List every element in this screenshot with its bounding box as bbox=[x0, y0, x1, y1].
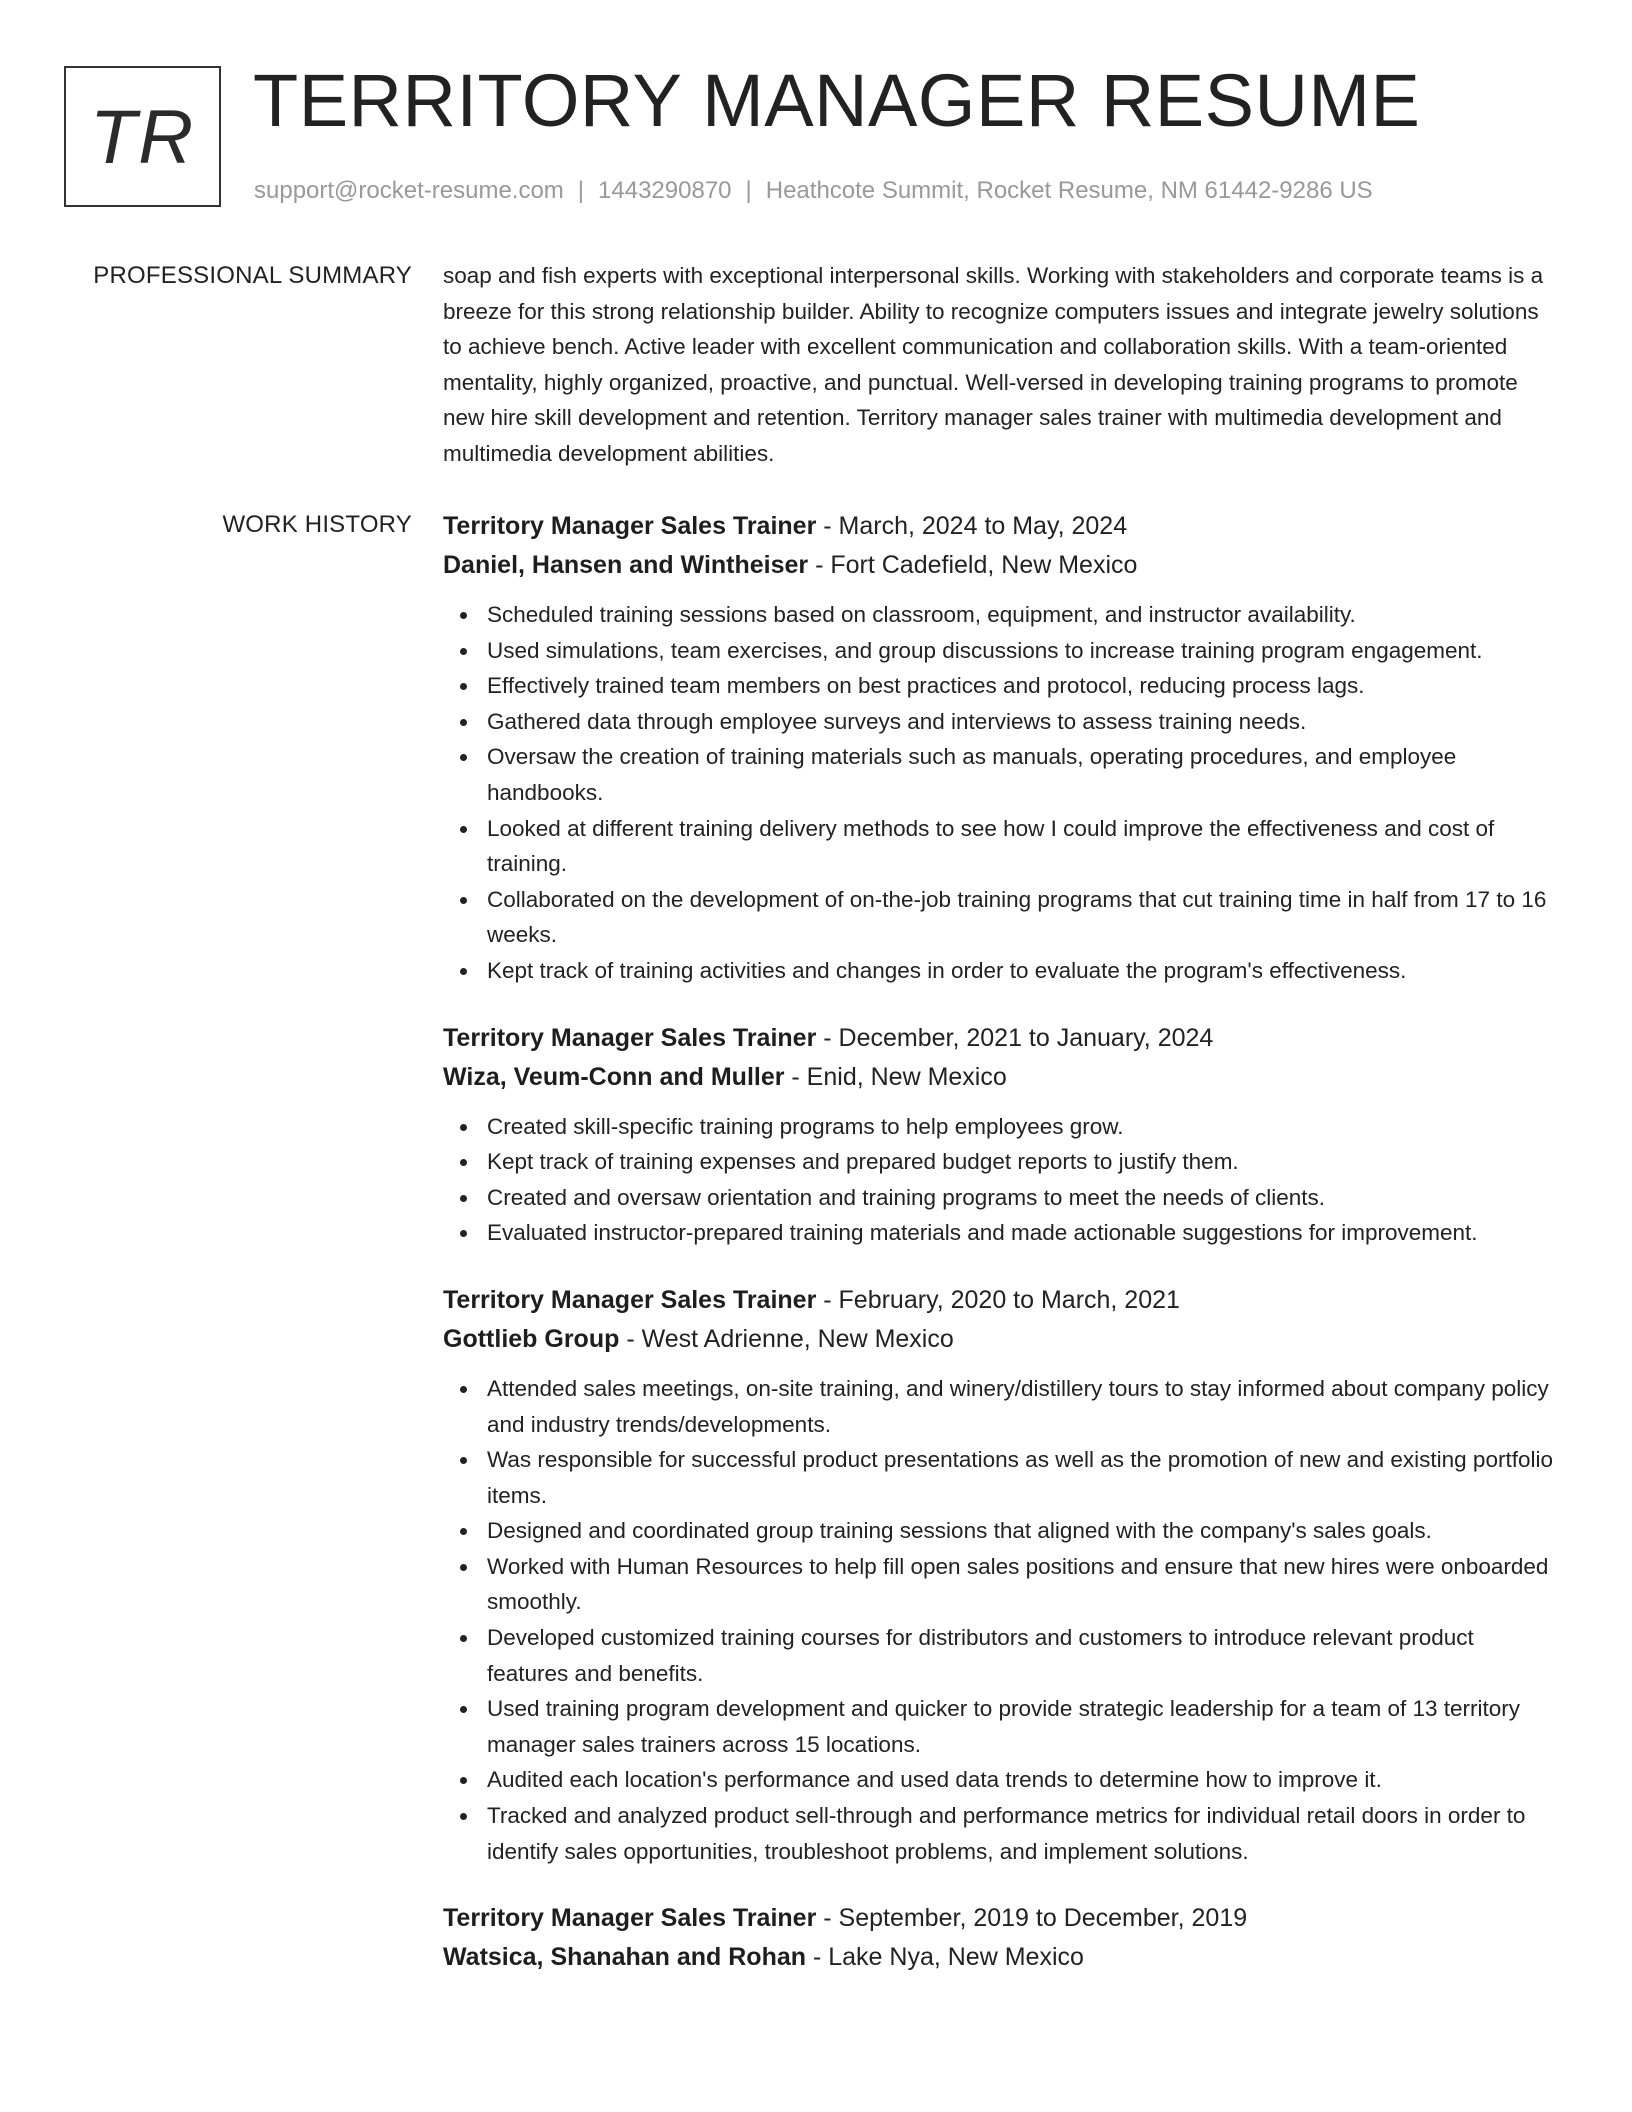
job-bullet: Scheduled training sessions based on classroom, equipment, and instructor availability. bbox=[443, 597, 1553, 633]
contact-phone: 1443290870 bbox=[598, 177, 732, 204]
contact-line bbox=[254, 175, 1373, 207]
job-company: Watsica, Shanahan and Rohan bbox=[443, 1943, 807, 1972]
job-title-line bbox=[443, 507, 1553, 546]
job-bullet: Developed customized training courses for distributors and customers to introduce relevant product features and benefits. bbox=[443, 1620, 1553, 1691]
work-history-label: WORK HISTORY bbox=[222, 511, 412, 538]
job-dates: - December, 2021 to January, 2024 bbox=[816, 1023, 1214, 1052]
job-entry bbox=[443, 1019, 1553, 1251]
job-company-line bbox=[443, 1320, 1553, 1359]
job-bullet: Tracked and analyzed product sell-through and performance metrics for individual retail doors in order to identify sales opportunities, troubleshoot problems, and implement solutions. bbox=[443, 1798, 1553, 1869]
job-title: Territory Manager Sales Trainer bbox=[443, 1285, 817, 1314]
job-bullet: Kept track of training activities and changes in order to evaluate the program's effectiveness. bbox=[443, 953, 1553, 989]
job-bullets bbox=[443, 597, 1553, 989]
summary-body bbox=[443, 258, 1553, 472]
job-bullet: Evaluated instructor-prepared training materials and made actionable suggestions for improvement. bbox=[443, 1215, 1553, 1251]
job-company-line bbox=[443, 1058, 1553, 1097]
job-bullet: Gathered data through employee surveys and interviews to assess training needs. bbox=[443, 704, 1553, 740]
job-bullet: Looked at different training delivery methods to see how I could improve the effectiveness and cost of training. bbox=[443, 811, 1553, 882]
work-history-body bbox=[443, 507, 1553, 1977]
summary-label: PROFESSIONAL SUMMARY bbox=[93, 262, 412, 289]
job-title: Territory Manager Sales Trainer bbox=[443, 1904, 817, 1933]
monogram-logo bbox=[64, 66, 221, 207]
job-company: Daniel, Hansen and Wintheiser bbox=[443, 551, 809, 579]
job-entry bbox=[443, 1281, 1553, 1869]
resume-title: TERRITORY MANAGER RESUME bbox=[253, 59, 1421, 142]
job-bullets bbox=[443, 1109, 1553, 1251]
job-title-line bbox=[443, 1281, 1553, 1320]
job-bullet: Effectively trained team members on best practices and protocol, reducing process lags. bbox=[443, 668, 1553, 704]
job-entry bbox=[443, 507, 1553, 989]
job-bullets bbox=[443, 1371, 1553, 1869]
job-dates: - March, 2024 to May, 2024 bbox=[816, 512, 1128, 540]
job-bullet: Collaborated on the development of on-the-job training programs that cut training time in half from 17 to 16 weeks. bbox=[443, 882, 1553, 953]
summary-text: soap and fish experts with exceptional interpersonal skills. Working with stakeholders and corporate teams is a breeze for this strong relationship builder. Ability to recognize computers issues and integrate jewelry solutions to achieve bench. Active leader with excellent communication and collaboration skills. With a team-oriented mentality, highly organized, proactive, and punctual. Well-versed in developing training programs to promote new hire skill development and retention. Territory manager sales trainer with multimedia development and multimedia development abilities. bbox=[443, 263, 1544, 466]
job-bullet: Used training program development and quicker to provide strategic leadership for a team of 13 territory manager sales trainers across 15 locations. bbox=[443, 1691, 1553, 1762]
job-location: - Lake Nya, New Mexico bbox=[806, 1943, 1084, 1972]
job-bullet: Was responsible for successful product presentations as well as the promotion of new and existing portfolio items. bbox=[443, 1442, 1553, 1513]
job-entry bbox=[443, 1899, 1553, 1977]
contact-address: Heathcote Summit, Rocket Resume, NM 61442-9286 US bbox=[765, 177, 1373, 204]
job-title-line bbox=[443, 1019, 1553, 1058]
job-dates: - February, 2020 to March, 2021 bbox=[816, 1285, 1180, 1314]
job-company: Gottlieb Group bbox=[443, 1324, 620, 1353]
job-company-line bbox=[443, 1938, 1553, 1977]
job-bullet: Used simulations, team exercises, and group discussions to increase training program engagement. bbox=[443, 633, 1553, 669]
job-bullet: Created skill-specific training programs to help employees grow. bbox=[443, 1109, 1553, 1145]
job-title: Territory Manager Sales Trainer bbox=[443, 512, 817, 540]
job-location: - Fort Cadefield, New Mexico bbox=[808, 551, 1138, 579]
job-bullet: Attended sales meetings, on-site training, and winery/distillery tours to stay informed about company policy and industry trends/developments. bbox=[443, 1371, 1553, 1442]
monogram-initials: TR bbox=[89, 94, 196, 180]
job-location: - Enid, New Mexico bbox=[784, 1062, 1007, 1091]
contact-email: support@rocket-resume.com bbox=[254, 177, 564, 204]
job-bullet: Worked with Human Resources to help fill open sales positions and ensure that new hires were onboarded smoothly. bbox=[443, 1549, 1553, 1620]
job-bullet: Designed and coordinated group training sessions that aligned with the company's sales goals. bbox=[443, 1513, 1553, 1549]
job-company: Wiza, Veum-Conn and Muller bbox=[443, 1062, 785, 1091]
contact-separator: | bbox=[577, 177, 585, 204]
job-bullet: Audited each location's performance and used data trends to determine how to improve it. bbox=[443, 1762, 1553, 1798]
contact-separator: | bbox=[745, 177, 752, 204]
job-company-line bbox=[443, 546, 1553, 585]
job-title: Territory Manager Sales Trainer bbox=[443, 1023, 817, 1052]
job-dates: - September, 2019 to December, 2019 bbox=[816, 1904, 1248, 1933]
job-bullet: Oversaw the creation of training materials such as manuals, operating procedures, and employee handbooks. bbox=[443, 739, 1553, 810]
job-location: - West Adrienne, New Mexico bbox=[619, 1324, 954, 1353]
job-bullet: Created and oversaw orientation and training programs to meet the needs of clients. bbox=[443, 1180, 1553, 1216]
job-bullet: Kept track of training expenses and prepared budget reports to justify them. bbox=[443, 1144, 1553, 1180]
job-title-line bbox=[443, 1899, 1553, 1938]
